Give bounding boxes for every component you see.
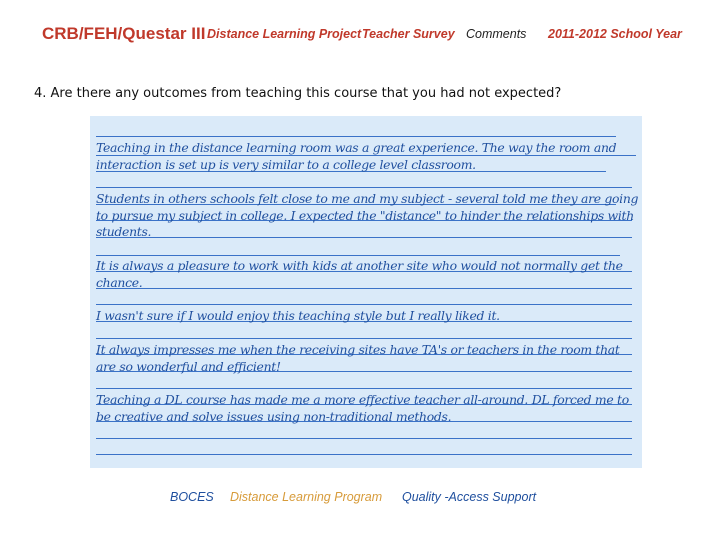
answer-text: Teaching in the distance learning room was a great experience. The way the room and interaction is set up is very similar to a college level classroom. [96,140,617,172]
answer-text: Teaching a DL course has made me a more effective teacher all-around. DL forced me to be creative and solve issues using non-traditional methods. [96,392,629,424]
footer-org: BOCES [170,490,214,504]
answer-text: I wasn't sure if I would enjoy this teaching style but I really liked it. [96,308,500,323]
answers-panel [90,116,642,468]
answer-rule [96,255,620,256]
footer [0,490,720,508]
footer-program: Distance Learning Program [230,490,383,504]
answer-rule [96,438,632,439]
answer-rule [96,388,632,389]
header-year: 2011-2012 School Year [548,27,682,41]
header-title: CRB/FEH/Questar III [42,24,206,43]
answer-rule [96,304,632,305]
question-text: 4. Are there any outcomes from teaching this course that you had not expected? [34,86,562,101]
header [42,24,702,46]
answer-text: It is always a pleasure to work with kids at another site who would not normally get the chance. [96,258,623,290]
header-survey: Teacher Survey [362,27,455,41]
answer-rule [96,454,632,455]
answer-text: Students in others schools felt close to me and my subject - several told me they are going to pursue my subject in college. I expected the "distance" to hinder the relationships with students. [96,191,639,239]
footer-tagline: Quality -Access Support [402,490,537,504]
answer-rule [96,136,616,137]
answer-rule [96,187,632,188]
header-project: Distance Learning Project [207,27,362,41]
answer-rule [96,338,632,339]
header-comments: Comments [466,27,527,41]
answer-text: It always impresses me when the receiving sites have TA's or teachers in the room that are so wonderful and efficient! [96,342,620,374]
